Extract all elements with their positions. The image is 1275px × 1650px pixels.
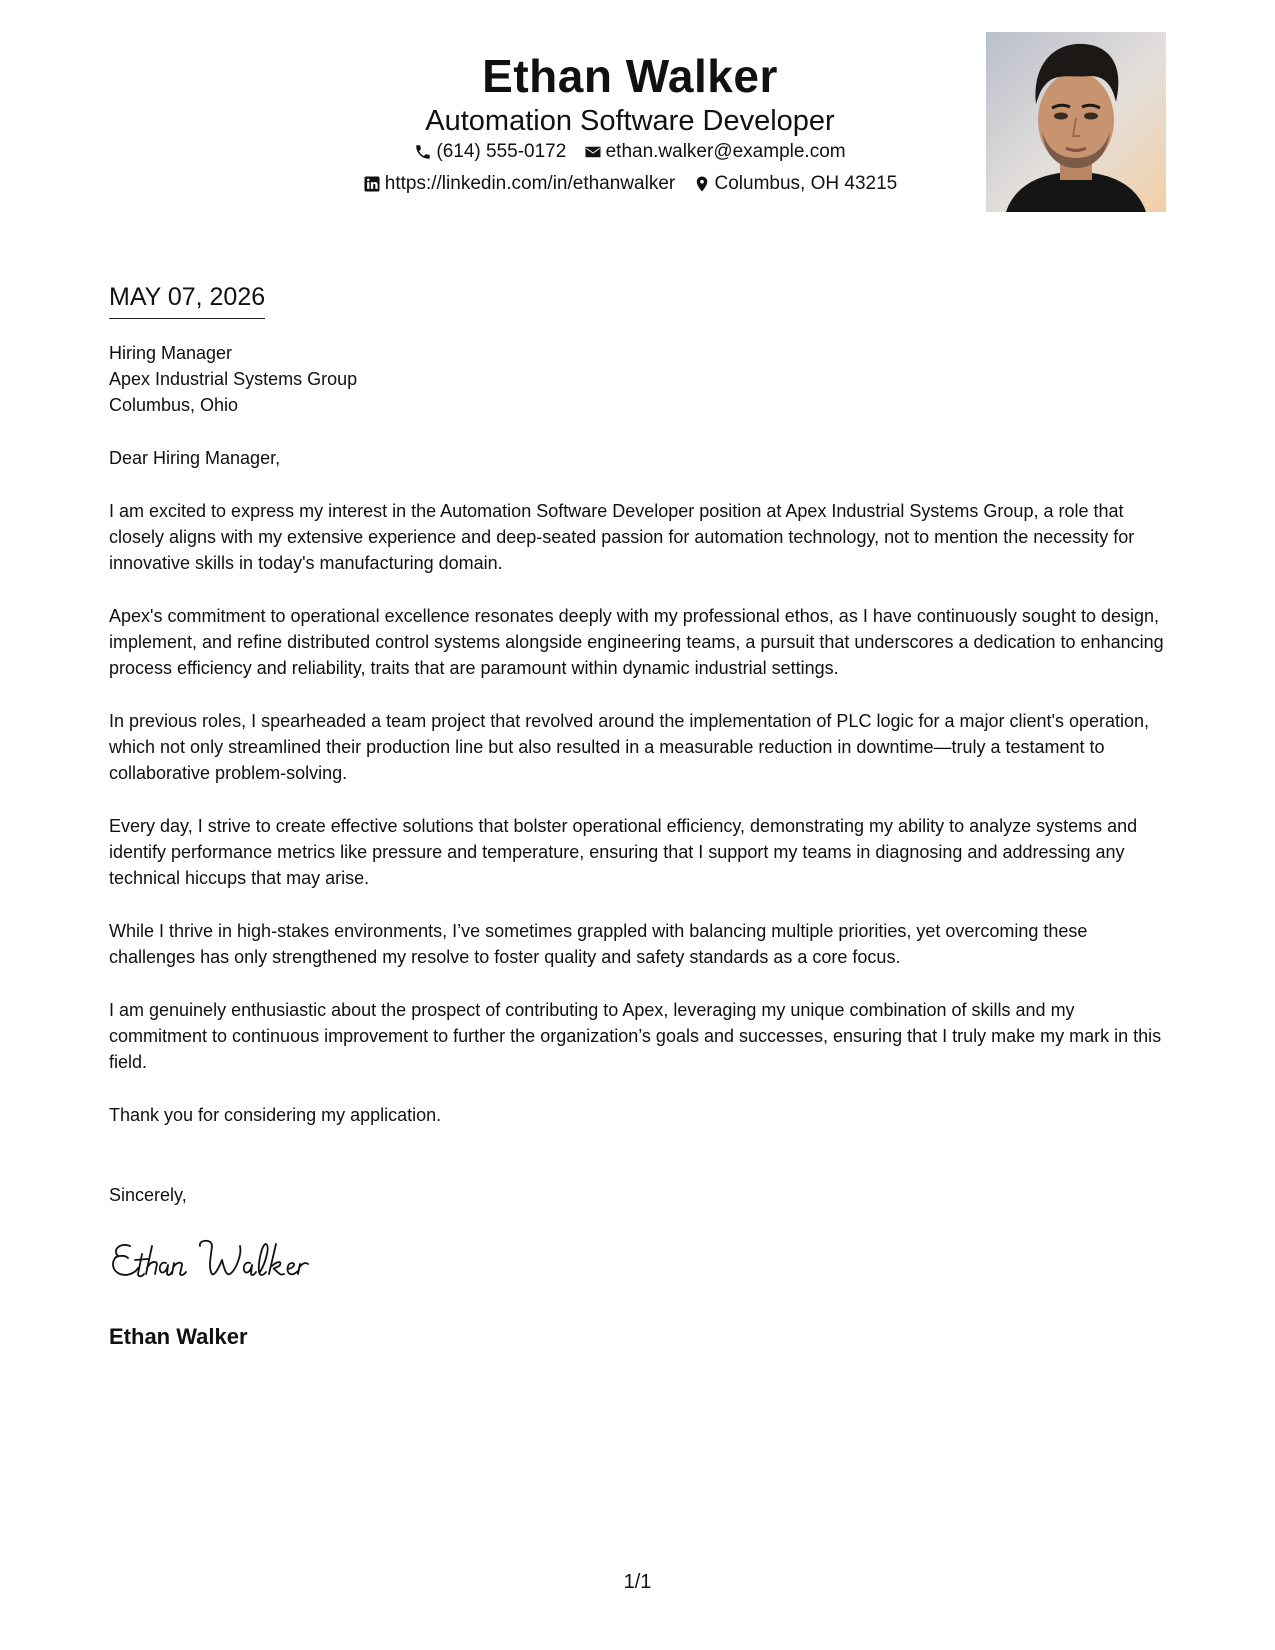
- location-contact: [693, 171, 898, 197]
- recipient-name: Hiring Manager: [109, 343, 233, 363]
- email-icon: [584, 143, 602, 161]
- body-paragraph: Every day, I strive to create effective solutions that bolster operational efficiency, demonstrating my ability to analyze systems and identify performance metrics like pressure and temperature, ensuring that I support my teams in diagnosing and addressing any technical hiccups that may arise.: [109, 816, 1138, 888]
- thank-you-line: Thank you for considering my application.: [109, 1105, 442, 1125]
- page-number: 1/1: [623, 1571, 652, 1593]
- phone-text: (614) 555-0172: [436, 141, 567, 162]
- body-paragraph: I am excited to express my interest in the Automation Software Developer position at Apex Industrial Systems Group, a role that closely aligns with my extensive experience and deep-seated passion for automation technology, not to mention the necessity for innovative skills in today's manufacturing domain.: [109, 501, 1135, 573]
- body-paragraph: Apex's commitment to operational excellence resonates deeply with my professional ethos, as I have continuously sought to design, implement, and refine distributed control systems alongside engineering teams, a pursuit that underscores a dedication to enhancing process efficiency and reliability, traits that are paramount within dynamic industrial settings.: [109, 606, 1164, 678]
- location-pin-icon: [693, 175, 711, 193]
- location-text: Columbus, OH 43215: [714, 173, 898, 194]
- applicant-title: Automation Software Developer: [425, 105, 835, 137]
- email-text: ethan.walker@example.com: [605, 141, 846, 162]
- phone-icon: [414, 143, 432, 161]
- salutation: Dear Hiring Manager,: [109, 448, 281, 468]
- recipient-block: [109, 340, 1174, 418]
- linkedin-text: https://linkedin.com/in/ethanwalker: [384, 173, 676, 194]
- linkedin-contact[interactable]: [363, 171, 675, 197]
- linkedin-icon: [363, 175, 381, 193]
- applicant-name: Ethan Walker: [482, 50, 778, 102]
- email-contact[interactable]: [584, 139, 846, 165]
- phone-contact[interactable]: [414, 139, 566, 165]
- recipient-company: Apex Industrial Systems Group: [109, 369, 358, 389]
- letter-date: MAY 07, 2026: [109, 280, 265, 319]
- body-paragraph: While I thrive in high-stakes environments, I’ve sometimes grappled with balancing multiple priorities, yet overcoming these challenges has only strengthened my resolve to foster quality and safety standards as a core focus.: [109, 921, 1088, 967]
- body-paragraph: I am genuinely enthusiastic about the prospect of contributing to Apex, leveraging my unique combination of skills and my commitment to continuous improvement to further the organization’s goals and successes, ensuring that I truly make my mark in this field.: [109, 1000, 1162, 1072]
- recipient-location: Columbus, Ohio: [109, 395, 239, 415]
- closing-line: Sincerely,: [109, 1185, 187, 1205]
- profile-photo: [986, 32, 1166, 212]
- handwritten-signature: [108, 1232, 338, 1288]
- signer-name: Ethan Walker: [109, 1324, 248, 1349]
- body-paragraph: In previous roles, I spearheaded a team project that revolved around the implementation of PLC logic for a major client's operation, which not only streamlined their production line but also resulted in a measurable reduction in downtime—truly a testament to collaborative problem-solving.: [109, 711, 1150, 783]
